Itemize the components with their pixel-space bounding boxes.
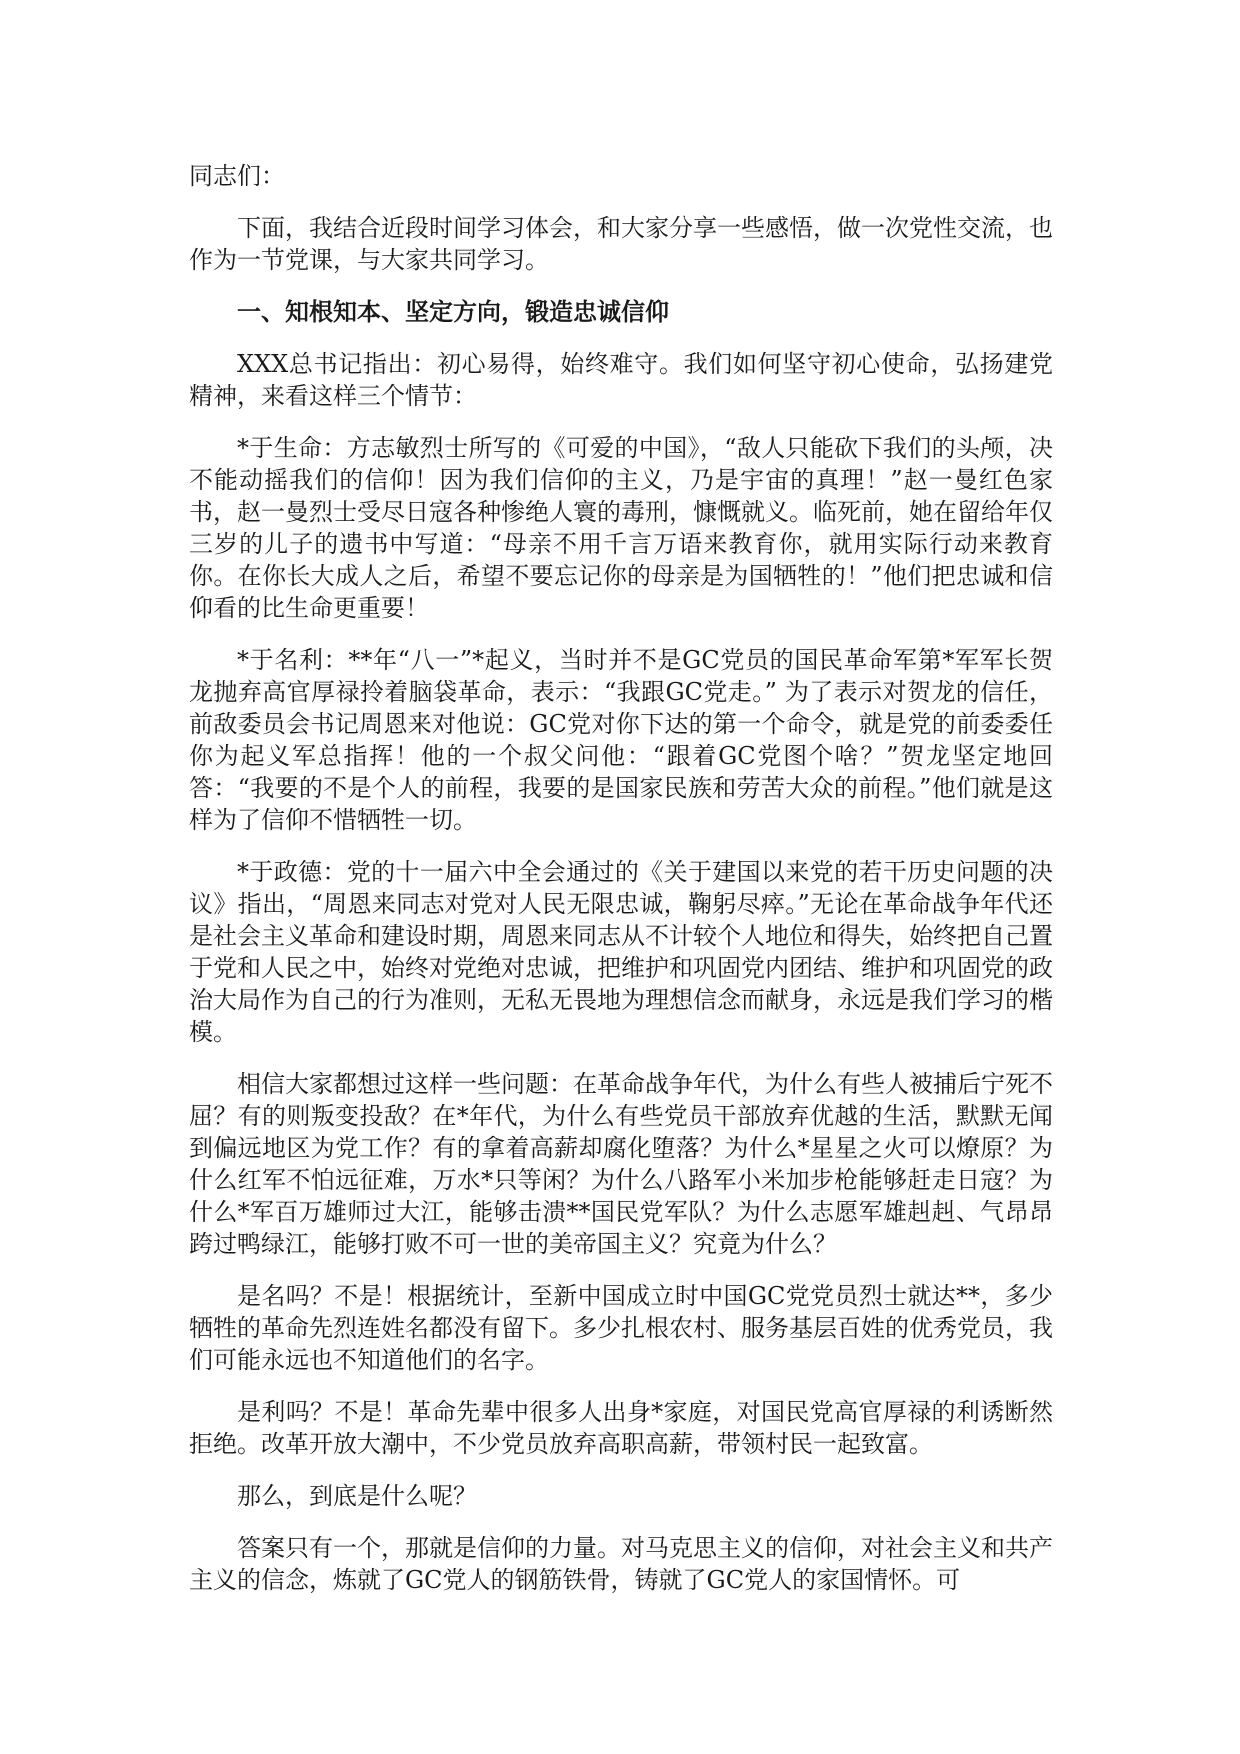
profit-question-paragraph: 是利吗？不是！革命先辈中很多人出身*家庭，对国民党高官厚禄的利诱断然拒绝。改革开放大潮中，不少党员放弃高职高薪，带领村民一起致富。 (189, 1398, 1053, 1458)
fame-paragraph: *于名利：**年“八一”*起义，当时并不是GC党员的国民革命军第*军军长贺龙抛弃高官厚禄拎着脑袋革命，表示：“我跟GC党走。” 为了表示对贺龙的信任，前敌委员会书记周恩来对他说：GC党对你下达的第一个命令，就是党的前委委任你为起义军总指挥！他的一个叔父问他：“跟着GC党图个啥？”贺龙坚定地回答：“我要的不是个人的前程，我要的是国家民族和劳苦大众的前程。”他们就是这样为了信仰不惜牺牲一切。 (189, 646, 1053, 834)
life-paragraph: *于生命：方志敏烈士所写的《可爱的中国》，“敌人只能砍下我们的头颅，决不能动摇我们的信仰！因为我们信仰的主义，乃是宇宙的真理！”赵一曼红色家书，赵一曼烈士受尽日寇各种惨绝人寰的毒刑，慷慨就义。临死前，她在留给年仅三岁的儿子的遗书中写道：“母亲不用千言万语来教育你，就用实际行动来教育你。在你长大成人之后，希望不要忘记你的母亲是为国牺牲的！”他们把忠诚和信仰看的比生命更重要！ (189, 434, 1053, 622)
what-question-paragraph: 那么，到底是什么呢？ (237, 1482, 477, 1510)
intro-paragraph: 下面，我结合近段时间学习体会，和大家分享一些感悟，做一次党性交流，也作为一节党课，与大家共同学习。 (189, 214, 1053, 274)
fame-question-paragraph: 是名吗？不是！根据统计，至新中国成立时中国GC党党员烈士就达**，多少牺牲的革命先烈连姓名都没有留下。多少扎根农村、服务基层百姓的优秀党员，我们可能永远也不知道他们的名字。 (189, 1282, 1053, 1374)
salutation: 同志们： (189, 162, 285, 190)
document-page (189, 160, 1053, 1616)
quote-intro-paragraph: XXX总书记指出：初心易得，始终难守。我们如何坚守初心使命，弘扬建党精神，来看这样三个情节： (189, 350, 1053, 410)
questions-paragraph: 相信大家都想过这样一些问题：在革命战争年代，为什么有些人被捕后宁死不屈？有的则叛变投敌？在*年代，为什么有些党员干部放弃优越的生活，默默无闻到偏远地区为党工作？有的拿着高薪却腐化堕落？为什么*星星之火可以燎原？为什么红军不怕远征难，万水*只等闲？为什么八路军小米加步枪能够赶走日寇？为什么*军百万雄师过大江，能够击溃**国民党军队？为什么志愿军雄赳赳、气昂昂跨过鸭绿江，能够打败不可一世的美帝国主义？究竟为什么？ (189, 1070, 1053, 1258)
ethics-paragraph: *于政德：党的十一届六中全会通过的《关于建国以来党的若干历史问题的决议》指出，“周恩来同志对党对人民无限忠诚，鞠躬尽瘁。”无论在革命战争年代还是社会主义革命和建设时期，周恩来同志从不计较个人地位和得失，始终把自己置于党和人民之中，始终对党绝对忠诚，把维护和巩固党内团结、维护和巩固党的政治大局作为自己的行为准则，无私无畏地为理想信念而献身，永远是我们学习的楷模。 (189, 858, 1053, 1046)
answer-paragraph: 答案只有一个，那就是信仰的力量。对马克思主义的信仰，对社会主义和共产主义的信念，炼就了GC党人的钢筋铁骨，铸就了GC党人的家国情怀。可 (189, 1534, 1053, 1594)
section-heading: 一、知根知本、坚定方向，锻造忠诚信仰 (237, 298, 669, 326)
